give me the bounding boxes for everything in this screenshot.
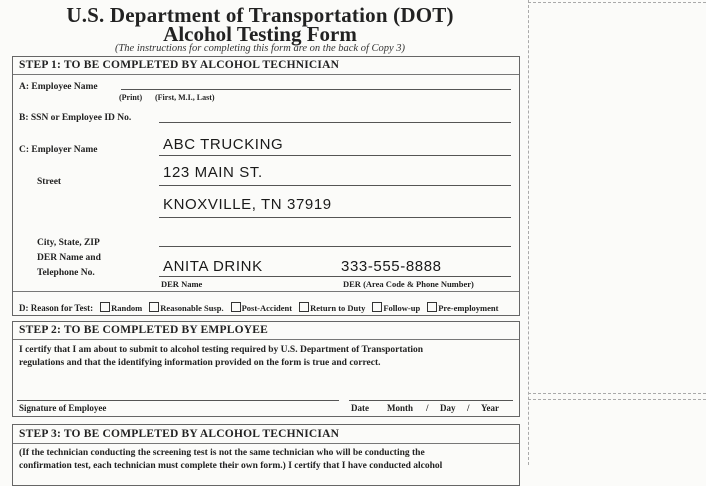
employee-id-label: B: SSN or Employee ID No. bbox=[19, 113, 132, 123]
technician-certification-line1: (If the technician conducting the screening test is not the same technician who will be conducting the bbox=[19, 448, 425, 458]
reason-random[interactable]: Random bbox=[100, 303, 142, 313]
der-name-caption: DER Name bbox=[161, 279, 203, 289]
der-label-line1: DER Name and bbox=[37, 253, 101, 263]
month-label: Month bbox=[387, 403, 414, 413]
employee-name-print-caption: (Print) bbox=[119, 93, 143, 102]
step3-heading: STEP 3: TO BE COMPLETED BY ALCOHOL TECHNICIAN bbox=[19, 428, 340, 440]
step2-heading: STEP 2: TO BE COMPLETED BY EMPLOYEE bbox=[19, 324, 268, 336]
der-phone-value[interactable]: 333-555-8888 bbox=[341, 258, 442, 275]
city-state-zip-label: City, State, ZIP bbox=[37, 238, 100, 248]
form-title: Alcohol Testing Form bbox=[163, 22, 357, 46]
employee-name-label: A: Employee Name bbox=[19, 82, 98, 92]
signature-date-field[interactable] bbox=[349, 400, 513, 401]
der-name-value[interactable]: ANITA DRINK bbox=[163, 258, 263, 275]
der-label-line2: Telephone No. bbox=[37, 268, 95, 278]
der-line bbox=[159, 276, 511, 277]
step3-heading-rule bbox=[13, 443, 519, 444]
reason-divider bbox=[13, 291, 519, 292]
employee-name-field[interactable] bbox=[121, 89, 511, 90]
checkbox-icon[interactable] bbox=[100, 302, 110, 312]
signature-of-employee-label: Signature of Employee bbox=[19, 403, 107, 413]
street-line bbox=[159, 185, 511, 186]
date-slash-2: / bbox=[467, 403, 470, 413]
employer-name-line bbox=[159, 155, 511, 156]
street-label: Street bbox=[37, 177, 62, 187]
day-label: Day bbox=[440, 403, 456, 413]
employee-name-order-caption: (First, M.I., Last) bbox=[155, 93, 215, 102]
der-phone-caption: DER (Area Code & Phone Number) bbox=[343, 279, 474, 289]
tear-line-vertical bbox=[528, 0, 529, 465]
employee-certification-line1: I certify that I am about to submit to alcohol testing required by U.S. Department of Transportation bbox=[19, 345, 424, 355]
street-value[interactable]: 123 MAIN ST. bbox=[163, 164, 263, 181]
street-line-2 bbox=[159, 217, 511, 218]
city-state-zip-line bbox=[159, 246, 511, 247]
step1-heading: STEP 1: TO BE COMPLETED BY ALCOHOL TECHNICIAN bbox=[19, 59, 340, 71]
checkbox-icon[interactable] bbox=[372, 302, 382, 312]
checkbox-icon[interactable] bbox=[231, 302, 241, 312]
reason-post-accident[interactable]: Post-Accident bbox=[231, 303, 293, 313]
city-state-zip-value[interactable]: KNOXVILLE, TN 37919 bbox=[163, 196, 332, 213]
step1-section bbox=[12, 56, 520, 316]
year-label: Year bbox=[481, 403, 499, 413]
reason-return-to-duty[interactable]: Return to Duty bbox=[299, 303, 365, 313]
tear-line-middle-2 bbox=[528, 399, 706, 400]
technician-certification-line2: confirmation test, each technician must complete their own form.) I certify that I have conducted alcohol bbox=[19, 461, 443, 471]
date-slash-1: / bbox=[426, 403, 429, 413]
date-label: Date bbox=[351, 403, 369, 413]
instructions-note: (The instructions for completing this form are on the back of Copy 3) bbox=[114, 43, 406, 54]
reason-for-test-label: D: Reason for Test: bbox=[19, 303, 94, 313]
reason-reasonable-suspicion[interactable]: Reasonable Susp. bbox=[149, 303, 223, 313]
step2-heading-rule bbox=[13, 339, 519, 340]
employer-name-label: C: Employer Name bbox=[19, 145, 98, 155]
checkbox-icon[interactable] bbox=[427, 302, 437, 312]
step2-section bbox=[12, 321, 520, 417]
tear-line-top bbox=[528, 2, 706, 3]
employer-name-value[interactable]: ABC TRUCKING bbox=[163, 136, 284, 153]
employee-certification-line2: regulations and that the identifying information provided on the form is true and correct. bbox=[19, 358, 381, 368]
checkbox-icon[interactable] bbox=[299, 302, 309, 312]
reason-for-test-row bbox=[19, 298, 501, 316]
step3-section bbox=[12, 424, 520, 486]
step1-heading-rule bbox=[13, 74, 519, 75]
employee-id-field[interactable] bbox=[159, 122, 511, 123]
reason-pre-employment[interactable]: Pre-employment bbox=[427, 303, 498, 313]
checkbox-icon[interactable] bbox=[149, 302, 159, 312]
employee-signature-field[interactable] bbox=[17, 400, 339, 401]
form-title-agency: U.S. Department of Transportation (DOT) bbox=[66, 3, 454, 27]
reason-follow-up[interactable]: Follow-up bbox=[372, 303, 420, 313]
tear-line-middle bbox=[528, 393, 706, 394]
